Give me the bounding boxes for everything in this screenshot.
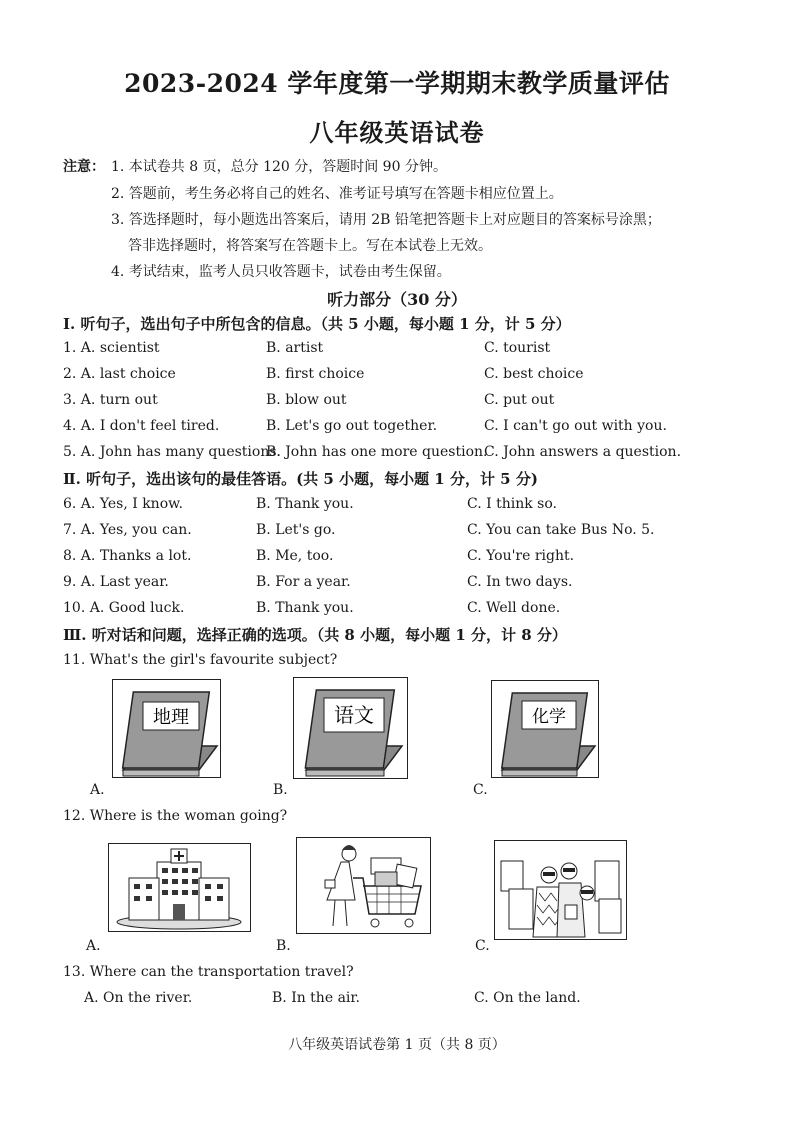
section3-title: Ⅲ. 听对话和问题，选择正确的选项。（共 8 小题，每小题 1 分，计 8 分） [63, 626, 567, 644]
book-label: 化学 [532, 707, 566, 727]
q-option-c: C. You're right. [467, 548, 575, 564]
q-option-b: B. Thank you. [256, 496, 354, 512]
q11-option-a: A. [90, 782, 105, 798]
q-option-b: B. Let's go out together. [266, 418, 438, 434]
q-option-c: C. put out [484, 392, 555, 408]
q-option-a: 2. A. last choice [63, 366, 176, 382]
q13-option-a: A. On the river. [84, 990, 193, 1006]
q13-option-c: C. On the land. [474, 990, 581, 1006]
q-option-c: C. I think so. [467, 496, 557, 512]
listening-part-title: 听力部分（30 分） [327, 290, 467, 309]
notes-label: 注意： [63, 159, 105, 175]
q-option-a: 8. A. Thanks a lot. [63, 548, 192, 564]
q-option-b: B. For a year. [256, 574, 351, 590]
q-option-a: 6. A. Yes, I know. [63, 496, 183, 512]
q12-option-b: B. [276, 938, 291, 954]
q13-stem: 13. Where can the transportation travel? [63, 964, 354, 980]
book-label: 语文 [334, 703, 374, 727]
note-item: 4. 考试结束，监考人员只收答题卡，试卷由考生保留。 [111, 264, 451, 280]
q-option-c: C. tourist [484, 340, 551, 356]
q-option-a: 5. A. John has many questions. [63, 444, 281, 460]
q11-option-c: C. [473, 782, 488, 798]
section1-title: Ⅰ. 听句子，选出句子中所包含的信息。（共 5 小题，每小题 1 分，计 5 分） [63, 315, 571, 333]
q13-option-b: B. In the air. [272, 990, 360, 1006]
q12-option-b-image [296, 837, 431, 934]
q-option-a: 4. A. I don't feel tired. [63, 418, 220, 434]
q-option-c: C. I can't go out with you. [484, 418, 667, 434]
q-option-c: C. You can take Bus No. 5. [467, 522, 655, 538]
q-option-b: B. artist [266, 340, 324, 356]
q-option-b: B. first choice [266, 366, 365, 382]
q-option-c: C. best choice [484, 366, 584, 382]
note-item: 2. 答题前，考生务必将自己的姓名、准考证号填写在答题卡相应位置上。 [111, 186, 563, 202]
q12-option-c: C. [475, 938, 490, 954]
q12-option-c-image [494, 840, 627, 940]
q11-stem: 11. What's the girl's favourite subject? [63, 652, 338, 668]
q11-option-c-image [491, 680, 599, 778]
q-option-b: B. Thank you. [256, 600, 354, 616]
q-option-a: 10. A. Good luck. [63, 600, 185, 616]
q11-option-a-image [112, 679, 221, 778]
note-item: 3. 答选择题时，每小题选出答案后，请用 2B 铅笔把答题卡上对应题目的答案标号涂黑； [111, 212, 661, 228]
q-option-b: B. Me, too. [256, 548, 334, 564]
q-option-a: 1. A. scientist [63, 340, 160, 356]
q-option-a: 7. A. Yes, you can. [63, 522, 192, 538]
q12-option-a: A. [86, 938, 101, 954]
book-label: 地理 [153, 707, 189, 728]
note-item: 1. 本试卷共 8 页，总分 120 分，答题时间 90 分钟。 [111, 159, 447, 175]
q12-option-a-image [108, 843, 251, 932]
q-option-a: 9. A. Last year. [63, 574, 169, 590]
note-item: 答非选择题时，将答案写在答题卡上。写在本试卷上无效。 [128, 238, 492, 254]
q-option-b: B. John has one more question. [266, 444, 488, 460]
exam-subtitle: 八年级英语试卷 [309, 118, 485, 147]
q-option-a: 3. A. turn out [63, 392, 158, 408]
q12-stem: 12. Where is the woman going? [63, 808, 288, 824]
exam-title: 2023-2024 学年度第一学期期末教学质量评估 [124, 69, 670, 98]
q-option-c: C. Well done. [467, 600, 561, 616]
page-footer: 八年级英语试卷第 1 页（共 8 页） [288, 1037, 506, 1053]
q-option-c: C. John answers a question. [484, 444, 682, 460]
q11-option-b-image [293, 677, 408, 779]
q-option-b: B. Let's go. [256, 522, 336, 538]
q-option-c: C. In two days. [467, 574, 573, 590]
section2-title: Ⅱ. 听句子，选出该句的最佳答语。(共 5 小题，每小题 1 分，计 5 分) [63, 470, 538, 488]
q-option-b: B. blow out [266, 392, 347, 408]
q11-option-b: B. [273, 782, 288, 798]
